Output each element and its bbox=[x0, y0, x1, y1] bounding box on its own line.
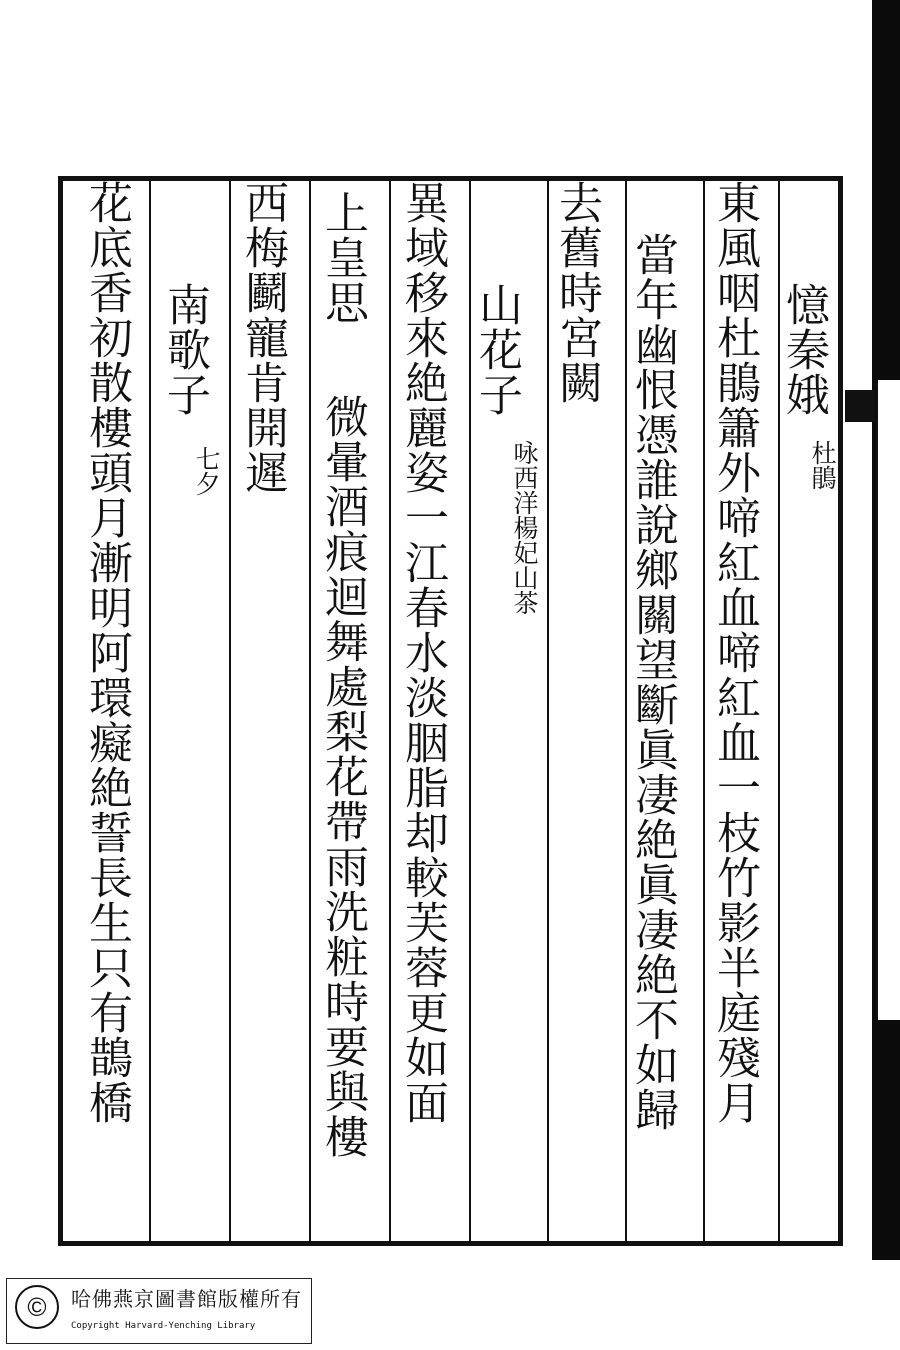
text-column-7b: 微暈酒痕迴舞處梨花帶雨洗粧時要與樓 bbox=[317, 394, 368, 1159]
column-rule bbox=[703, 181, 705, 1241]
copyright-icon: © bbox=[15, 1285, 59, 1329]
text-column-6: 異域移來絶麗姿一江春水淡胭脂却較芙蓉更如面 bbox=[397, 180, 448, 1125]
copyright-english: Copyright Harvard-Yenching Library bbox=[71, 1321, 256, 1331]
adjacent-page-edge bbox=[872, 0, 900, 1260]
poem-title-shan-hua-zi: 山花子 bbox=[471, 282, 522, 417]
adjacent-page-strip bbox=[876, 380, 900, 1020]
text-column-2: 東風咽杜鵑簫外啼紅血啼紅血一枝竹影半庭殘月 bbox=[709, 180, 760, 1125]
poem-title-nan-ge-zi: 南歌子 bbox=[159, 282, 210, 417]
text-column-7a: 上皇思 bbox=[317, 190, 368, 325]
text-column-4: 去舊時宮闕 bbox=[551, 180, 602, 405]
copyright-stamp bbox=[6, 1278, 312, 1344]
poem-subtitle-qi-xi: 七夕 bbox=[192, 446, 221, 496]
poem-title-yi-qin-e: 憶秦娥 bbox=[778, 282, 829, 417]
poem-subtitle-yong-xiyang: 咏西洋楊妃山茶 bbox=[510, 440, 539, 615]
column-rule bbox=[149, 181, 151, 1241]
fishtail-mark bbox=[845, 390, 875, 422]
column-rule bbox=[547, 181, 549, 1241]
copyright-chinese: 哈佛燕京圖書館版權所有 bbox=[71, 1287, 302, 1311]
text-column-8: 西梅鬬寵肯開遲 bbox=[237, 180, 288, 495]
text-column-3: 當年幽恨憑誰說鄉關望斷眞凄絶眞凄絶不如歸 bbox=[627, 232, 678, 1132]
text-column-10: 花底香初散樓頭月漸明阿環癡絶誓長生只有鵲橋 bbox=[81, 180, 132, 1125]
column-rule bbox=[389, 181, 391, 1241]
poem-subtitle-du-juan: 杜鵑 bbox=[808, 440, 837, 490]
column-rule bbox=[229, 181, 231, 1241]
column-rule bbox=[309, 181, 311, 1241]
